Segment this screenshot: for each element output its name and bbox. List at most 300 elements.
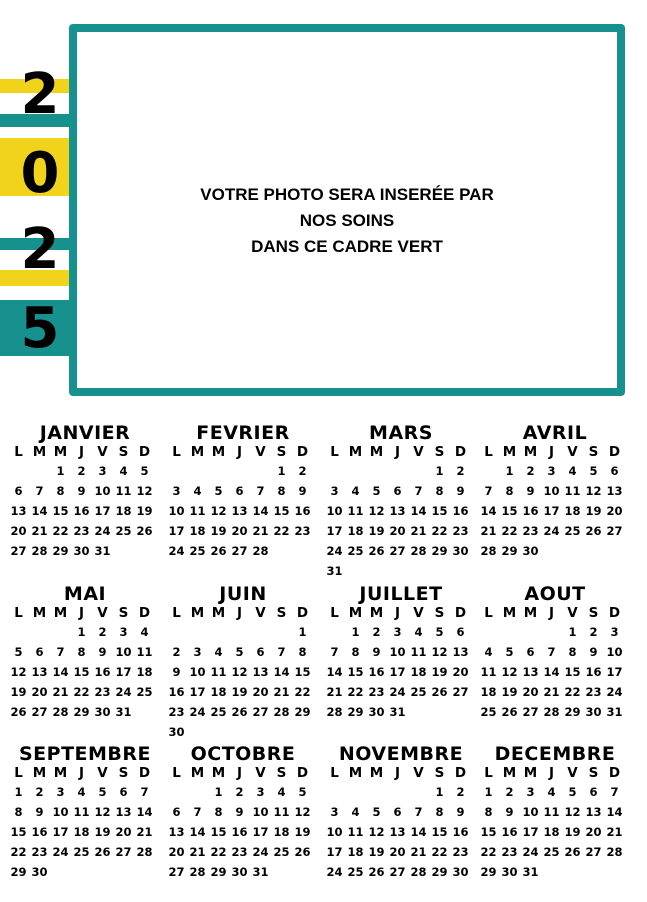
day-cell: 2 bbox=[98, 625, 107, 639]
day-cell bbox=[50, 862, 71, 882]
day-cell: 21 bbox=[410, 524, 427, 538]
day-cell: 20 bbox=[231, 524, 248, 538]
day-cell: 18 bbox=[210, 685, 227, 699]
day-cell bbox=[250, 722, 271, 742]
week-row bbox=[324, 481, 478, 501]
day-cell: 25 bbox=[73, 845, 90, 859]
day-cell: 9 bbox=[298, 484, 307, 498]
day-cell: 9 bbox=[235, 805, 244, 819]
day-cell: 2 bbox=[77, 464, 86, 478]
day-cell bbox=[8, 461, 29, 481]
week-row bbox=[324, 521, 478, 541]
day-cell bbox=[250, 461, 271, 481]
week-row bbox=[166, 802, 320, 822]
year-digit: 2 bbox=[20, 217, 60, 282]
day-cell: 16 bbox=[522, 504, 539, 518]
day-cell: 6 bbox=[526, 645, 535, 659]
weekday-label: J bbox=[394, 444, 401, 460]
day-cell: 14 bbox=[31, 504, 48, 518]
day-cell: 11 bbox=[543, 805, 560, 819]
day-cell: 4 bbox=[484, 645, 493, 659]
day-cell: 5 bbox=[298, 785, 307, 799]
week-row bbox=[478, 481, 632, 501]
day-cell: 19 bbox=[231, 685, 248, 699]
weekday-label: S bbox=[118, 605, 129, 621]
day-cell: 17 bbox=[522, 825, 539, 839]
weekday-header-row bbox=[324, 604, 478, 622]
month-name: JUIN bbox=[219, 583, 267, 605]
weekday-label: M bbox=[369, 765, 384, 781]
weekday-header-row bbox=[166, 443, 320, 461]
day-cell: 19 bbox=[210, 524, 227, 538]
day-cell: 8 bbox=[435, 484, 444, 498]
day-cell: 15 bbox=[294, 665, 311, 679]
weekday-label: S bbox=[434, 444, 445, 460]
week-row bbox=[8, 501, 162, 521]
year-digit: 0 bbox=[20, 141, 60, 206]
weekday-label: S bbox=[588, 605, 599, 621]
day-cell: 13 bbox=[10, 504, 27, 518]
week-row bbox=[8, 622, 162, 642]
day-cell: 27 bbox=[522, 705, 539, 719]
weekday-label: L bbox=[330, 605, 339, 621]
day-cell: 20 bbox=[585, 825, 602, 839]
day-cell: 17 bbox=[189, 685, 206, 699]
day-cell: 8 bbox=[435, 805, 444, 819]
week-row bbox=[324, 802, 478, 822]
day-cell: 18 bbox=[273, 825, 290, 839]
day-cell: 14 bbox=[189, 825, 206, 839]
week-row bbox=[478, 702, 632, 722]
weekday-label: J bbox=[78, 765, 85, 781]
day-cell: 24 bbox=[252, 845, 269, 859]
day-cell: 17 bbox=[606, 665, 623, 679]
day-cell: 18 bbox=[73, 825, 90, 839]
weekday-label: M bbox=[523, 765, 538, 781]
week-row bbox=[8, 461, 162, 481]
day-cell: 26 bbox=[431, 685, 448, 699]
day-cell: 2 bbox=[526, 464, 535, 478]
day-cell bbox=[583, 541, 604, 561]
weekday-label: V bbox=[567, 605, 578, 621]
day-cell: 28 bbox=[543, 705, 560, 719]
day-cell: 21 bbox=[252, 524, 269, 538]
day-cell: 22 bbox=[501, 524, 518, 538]
day-cell: 15 bbox=[347, 665, 364, 679]
month-name: NOVEMBRE bbox=[338, 743, 464, 765]
day-cell: 20 bbox=[606, 504, 623, 518]
day-cell: 25 bbox=[273, 845, 290, 859]
day-cell bbox=[166, 782, 187, 802]
weekday-label: J bbox=[78, 444, 85, 460]
day-cell bbox=[292, 862, 313, 882]
day-cell bbox=[208, 622, 229, 642]
day-cell bbox=[478, 461, 499, 481]
day-cell bbox=[366, 561, 387, 581]
day-cell: 30 bbox=[501, 865, 518, 879]
day-cell: 31 bbox=[115, 705, 132, 719]
day-cell: 7 bbox=[256, 484, 265, 498]
week-row bbox=[8, 862, 162, 882]
day-cell bbox=[166, 622, 187, 642]
day-cell: 3 bbox=[393, 625, 402, 639]
day-cell: 28 bbox=[252, 544, 269, 558]
week-row bbox=[166, 722, 320, 742]
week-row bbox=[166, 622, 320, 642]
day-cell: 15 bbox=[10, 825, 27, 839]
week-row bbox=[478, 842, 632, 862]
day-cell bbox=[271, 541, 292, 561]
month-name: AOUT bbox=[524, 583, 586, 605]
day-cell: 11 bbox=[210, 665, 227, 679]
day-cell bbox=[450, 561, 471, 581]
week-row bbox=[324, 501, 478, 521]
day-cell: 1 bbox=[77, 625, 86, 639]
weekday-label: V bbox=[255, 765, 266, 781]
day-cell: 1 bbox=[351, 625, 360, 639]
week-row bbox=[8, 682, 162, 702]
day-cell: 23 bbox=[452, 524, 469, 538]
day-cell: 8 bbox=[351, 645, 360, 659]
weekday-label: V bbox=[413, 605, 424, 621]
day-cell bbox=[604, 862, 625, 882]
weekday-label: M bbox=[348, 765, 363, 781]
day-cell: 22 bbox=[294, 685, 311, 699]
day-cell: 16 bbox=[94, 665, 111, 679]
day-cell: 10 bbox=[94, 484, 111, 498]
weekday-label: D bbox=[608, 444, 621, 460]
weekday-label: M bbox=[502, 444, 517, 460]
day-cell: 3 bbox=[98, 464, 107, 478]
day-cell: 20 bbox=[31, 685, 48, 699]
day-cell: 4 bbox=[77, 785, 86, 799]
day-cell: 23 bbox=[522, 524, 539, 538]
week-row bbox=[478, 822, 632, 842]
day-cell: 26 bbox=[10, 705, 27, 719]
week-row bbox=[166, 541, 320, 561]
weekday-label: M bbox=[53, 444, 68, 460]
month-fevrier bbox=[166, 423, 320, 561]
day-cell: 18 bbox=[410, 665, 427, 679]
day-cell: 14 bbox=[273, 665, 290, 679]
weekday-label: S bbox=[276, 765, 287, 781]
day-cell bbox=[271, 722, 292, 742]
weekday-label: L bbox=[172, 605, 181, 621]
week-row bbox=[166, 682, 320, 702]
day-cell: 29 bbox=[347, 705, 364, 719]
day-cell: 6 bbox=[119, 785, 128, 799]
day-cell: 9 bbox=[98, 645, 107, 659]
day-cell: 13 bbox=[606, 484, 623, 498]
day-cell: 7 bbox=[330, 645, 339, 659]
day-cell: 18 bbox=[136, 665, 153, 679]
day-cell bbox=[562, 541, 583, 561]
day-cell: 17 bbox=[168, 524, 185, 538]
day-cell: 24 bbox=[326, 865, 343, 879]
day-cell: 4 bbox=[351, 484, 360, 498]
day-cell: 31 bbox=[252, 865, 269, 879]
day-cell bbox=[478, 622, 499, 642]
week-row bbox=[324, 622, 478, 642]
day-cell bbox=[166, 461, 187, 481]
day-cell: 4 bbox=[547, 785, 556, 799]
day-cell: 23 bbox=[168, 705, 185, 719]
day-cell: 11 bbox=[480, 665, 497, 679]
day-cell: 9 bbox=[589, 645, 598, 659]
day-cell: 11 bbox=[273, 805, 290, 819]
weekday-label: J bbox=[236, 765, 243, 781]
day-cell: 29 bbox=[73, 705, 90, 719]
week-row bbox=[478, 501, 632, 521]
day-cell: 7 bbox=[277, 645, 286, 659]
day-cell: 12 bbox=[564, 805, 581, 819]
day-cell: 15 bbox=[501, 504, 518, 518]
month-name: AVRIL bbox=[522, 422, 588, 444]
weekday-label: M bbox=[369, 605, 384, 621]
weekday-label: M bbox=[53, 765, 68, 781]
day-cell bbox=[187, 622, 208, 642]
weekday-label: J bbox=[548, 765, 555, 781]
week-row bbox=[166, 822, 320, 842]
day-cell: 20 bbox=[452, 665, 469, 679]
week-row bbox=[8, 642, 162, 662]
day-cell: 26 bbox=[231, 705, 248, 719]
day-cell: 1 bbox=[56, 464, 65, 478]
day-cell: 6 bbox=[172, 805, 181, 819]
day-cell: 31 bbox=[389, 705, 406, 719]
day-cell bbox=[250, 622, 271, 642]
day-cell: 14 bbox=[252, 504, 269, 518]
day-cell: 13 bbox=[389, 504, 406, 518]
weekday-label: M bbox=[190, 605, 205, 621]
day-cell: 20 bbox=[168, 845, 185, 859]
weekday-label: V bbox=[255, 605, 266, 621]
day-cell: 16 bbox=[501, 825, 518, 839]
day-cell: 1 bbox=[505, 464, 514, 478]
day-cell: 16 bbox=[168, 685, 185, 699]
day-cell: 27 bbox=[168, 865, 185, 879]
day-cell: 10 bbox=[252, 805, 269, 819]
day-cell: 23 bbox=[452, 845, 469, 859]
weekday-label: M bbox=[502, 605, 517, 621]
week-row bbox=[166, 461, 320, 481]
day-cell: 13 bbox=[585, 805, 602, 819]
week-row bbox=[324, 662, 478, 682]
day-cell bbox=[408, 461, 429, 481]
day-cell: 8 bbox=[484, 805, 493, 819]
day-cell: 27 bbox=[452, 685, 469, 699]
week-row bbox=[478, 662, 632, 682]
month-juin bbox=[166, 584, 320, 742]
weekday-label: L bbox=[14, 765, 23, 781]
day-cell: 18 bbox=[189, 524, 206, 538]
day-cell: 18 bbox=[347, 524, 364, 538]
day-cell bbox=[134, 702, 155, 722]
day-cell: 26 bbox=[94, 845, 111, 859]
day-cell: 12 bbox=[210, 504, 227, 518]
day-cell: 21 bbox=[31, 524, 48, 538]
day-cell: 25 bbox=[115, 524, 132, 538]
day-cell: 30 bbox=[452, 544, 469, 558]
day-cell: 4 bbox=[193, 484, 202, 498]
day-cell: 1 bbox=[568, 625, 577, 639]
day-cell: 19 bbox=[368, 845, 385, 859]
day-cell: 1 bbox=[298, 625, 307, 639]
day-cell: 22 bbox=[431, 845, 448, 859]
day-cell: 23 bbox=[368, 685, 385, 699]
day-cell: 4 bbox=[140, 625, 149, 639]
day-cell: 22 bbox=[52, 524, 69, 538]
day-cell bbox=[387, 561, 408, 581]
day-cell: 7 bbox=[193, 805, 202, 819]
day-cell: 21 bbox=[189, 845, 206, 859]
day-cell: 22 bbox=[210, 845, 227, 859]
day-cell: 10 bbox=[389, 645, 406, 659]
day-cell: 2 bbox=[456, 464, 465, 478]
day-cell bbox=[429, 561, 450, 581]
day-cell: 4 bbox=[214, 645, 223, 659]
day-cell: 16 bbox=[294, 504, 311, 518]
day-cell: 12 bbox=[368, 504, 385, 518]
day-cell bbox=[8, 622, 29, 642]
week-row bbox=[8, 481, 162, 501]
day-cell: 19 bbox=[564, 825, 581, 839]
week-row bbox=[166, 501, 320, 521]
day-cell: 2 bbox=[589, 625, 598, 639]
day-cell: 17 bbox=[94, 504, 111, 518]
weekday-label: D bbox=[608, 765, 621, 781]
day-cell: 6 bbox=[14, 484, 23, 498]
day-cell: 25 bbox=[564, 524, 581, 538]
month-novembre bbox=[324, 744, 478, 882]
weekday-label: L bbox=[172, 444, 181, 460]
day-cell: 2 bbox=[172, 645, 181, 659]
day-cell: 26 bbox=[368, 865, 385, 879]
day-cell: 2 bbox=[456, 785, 465, 799]
day-cell bbox=[429, 702, 450, 722]
weekday-label: D bbox=[138, 444, 151, 460]
day-cell: 13 bbox=[389, 825, 406, 839]
week-row bbox=[324, 642, 478, 662]
day-cell: 3 bbox=[172, 484, 181, 498]
weekday-label: S bbox=[118, 444, 129, 460]
day-cell: 24 bbox=[543, 524, 560, 538]
day-cell: 11 bbox=[73, 805, 90, 819]
weekday-label: D bbox=[454, 444, 467, 460]
day-cell bbox=[366, 782, 387, 802]
day-cell: 4 bbox=[414, 625, 423, 639]
week-row bbox=[166, 662, 320, 682]
day-cell: 8 bbox=[56, 484, 65, 498]
day-cell: 29 bbox=[501, 544, 518, 558]
day-cell: 21 bbox=[326, 685, 343, 699]
day-cell: 25 bbox=[189, 544, 206, 558]
day-cell: 24 bbox=[168, 544, 185, 558]
day-cell: 29 bbox=[564, 705, 581, 719]
day-cell: 16 bbox=[452, 825, 469, 839]
day-cell bbox=[499, 622, 520, 642]
day-cell: 14 bbox=[480, 504, 497, 518]
day-cell bbox=[324, 622, 345, 642]
week-row bbox=[324, 561, 478, 581]
day-cell: 25 bbox=[410, 685, 427, 699]
day-cell: 4 bbox=[119, 464, 128, 478]
day-cell bbox=[113, 541, 134, 561]
day-cell bbox=[408, 702, 429, 722]
weekday-label: V bbox=[97, 765, 108, 781]
day-cell bbox=[292, 722, 313, 742]
photo-placeholder-text bbox=[77, 182, 617, 260]
day-cell: 24 bbox=[606, 685, 623, 699]
weekday-label: D bbox=[454, 765, 467, 781]
day-cell: 25 bbox=[347, 544, 364, 558]
day-cell: 29 bbox=[52, 544, 69, 558]
day-cell: 19 bbox=[585, 504, 602, 518]
weekday-label: M bbox=[348, 605, 363, 621]
weekday-label: M bbox=[32, 444, 47, 460]
weekday-label: D bbox=[296, 444, 309, 460]
month-aout bbox=[478, 584, 632, 722]
day-cell: 3 bbox=[119, 625, 128, 639]
day-cell: 1 bbox=[14, 785, 23, 799]
week-row bbox=[8, 822, 162, 842]
day-cell: 11 bbox=[410, 645, 427, 659]
day-cell: 29 bbox=[431, 865, 448, 879]
day-cell: 17 bbox=[52, 825, 69, 839]
day-cell bbox=[229, 622, 250, 642]
placeholder-line: NOS SOINS bbox=[299, 211, 395, 230]
week-row bbox=[166, 862, 320, 882]
weekday-label: V bbox=[97, 605, 108, 621]
day-cell: 11 bbox=[189, 504, 206, 518]
month-octobre bbox=[166, 744, 320, 882]
day-cell: 13 bbox=[168, 825, 185, 839]
weekday-label: D bbox=[608, 605, 621, 621]
day-cell: 11 bbox=[347, 504, 364, 518]
week-row bbox=[478, 782, 632, 802]
week-row bbox=[324, 541, 478, 561]
day-cell: 5 bbox=[505, 645, 514, 659]
day-cell: 1 bbox=[435, 464, 444, 478]
day-cell: 10 bbox=[115, 645, 132, 659]
day-cell: 3 bbox=[56, 785, 65, 799]
day-cell bbox=[29, 622, 50, 642]
day-cell: 20 bbox=[252, 685, 269, 699]
week-row bbox=[8, 702, 162, 722]
week-row bbox=[166, 642, 320, 662]
day-cell: 14 bbox=[543, 665, 560, 679]
weekday-label: J bbox=[236, 444, 243, 460]
month-mai bbox=[8, 584, 162, 722]
day-cell: 24 bbox=[522, 845, 539, 859]
day-cell: 8 bbox=[505, 484, 514, 498]
day-cell: 7 bbox=[547, 645, 556, 659]
day-cell: 30 bbox=[452, 865, 469, 879]
day-cell: 21 bbox=[410, 845, 427, 859]
day-cell: 6 bbox=[456, 625, 465, 639]
week-row bbox=[478, 541, 632, 561]
day-cell: 24 bbox=[326, 544, 343, 558]
day-cell: 24 bbox=[94, 524, 111, 538]
day-cell: 3 bbox=[256, 785, 265, 799]
week-row bbox=[478, 642, 632, 662]
day-cell bbox=[583, 862, 604, 882]
day-cell: 6 bbox=[235, 484, 244, 498]
week-row bbox=[8, 541, 162, 561]
day-cell: 29 bbox=[431, 544, 448, 558]
day-cell: 14 bbox=[136, 805, 153, 819]
day-cell: 27 bbox=[10, 544, 27, 558]
